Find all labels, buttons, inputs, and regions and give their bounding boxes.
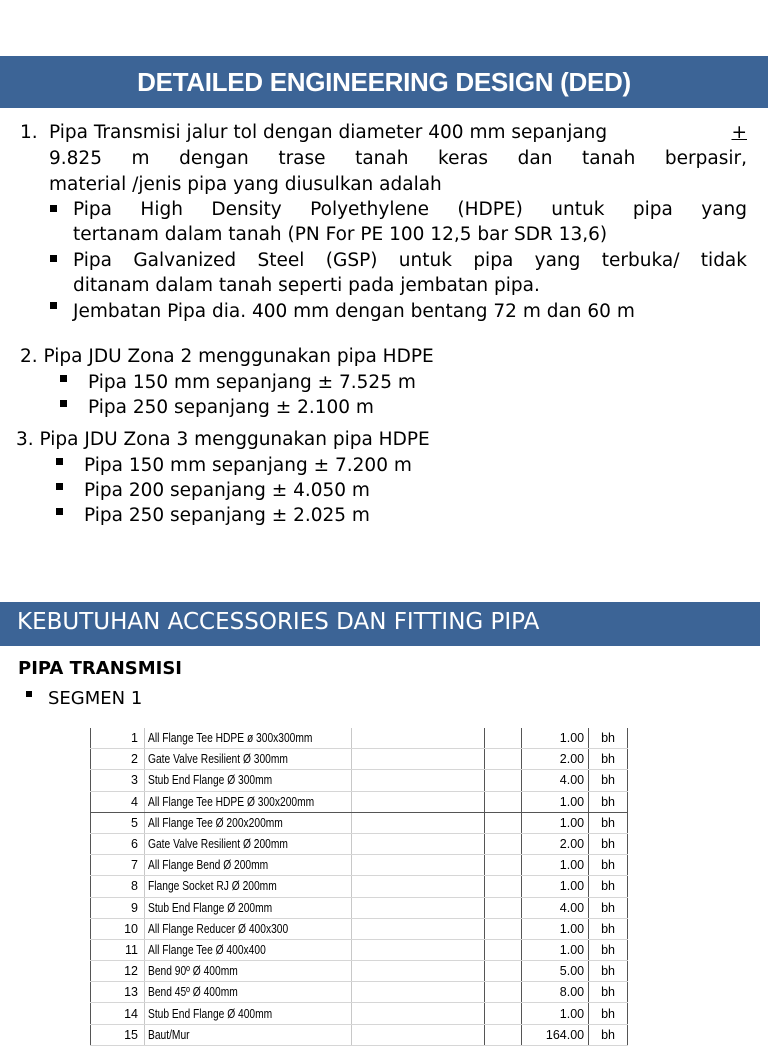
row-item-name (144, 897, 351, 918)
row-empty-cell (484, 833, 522, 854)
row-empty-cell (484, 1003, 522, 1024)
row-item-name-text: All Flange Reducer Ø 400x300 (147, 921, 289, 936)
table-row (91, 1024, 628, 1045)
row-empty-cell (351, 982, 484, 1003)
row-number-text: 8 (131, 879, 138, 894)
row-unit (589, 833, 628, 854)
row-empty-cell (351, 897, 484, 918)
row-item-name (144, 791, 351, 812)
row-number-text: 15 (124, 1027, 138, 1042)
row-empty-cell (351, 812, 484, 833)
row-number-text: 4 (131, 794, 138, 809)
table-row (91, 770, 628, 791)
row-quantity-text: 1.00 (559, 815, 585, 830)
section1-line1 (49, 120, 747, 145)
fittings-table-body (91, 728, 628, 1045)
row-item-name (144, 939, 351, 960)
row-item-name (144, 876, 351, 897)
row-number-text: 10 (124, 921, 138, 936)
row-item-name-text: All Flange Tee HDPE ø 300x300mm (147, 731, 313, 746)
row-quantity (522, 876, 589, 897)
row-quantity (522, 749, 589, 770)
row-empty-cell (351, 918, 484, 939)
row-empty-cell (351, 876, 484, 897)
row-number (91, 939, 145, 960)
row-quantity (522, 897, 589, 918)
row-quantity-text: 1.00 (559, 879, 585, 894)
row-unit (589, 1024, 628, 1045)
table-row (91, 1003, 628, 1024)
row-item-name-text: All Flange Tee Ø 400x400 (147, 942, 266, 957)
row-item-name-text: All Flange Tee Ø 200x200mm (147, 815, 283, 830)
table-row (91, 791, 628, 812)
title-banner (0, 56, 768, 108)
plus-minus-symbol: + (731, 122, 747, 143)
row-empty-cell (351, 1024, 484, 1045)
row-item-name-text: Bend 90º Ø 400mm (147, 964, 238, 979)
section1-bullet1-line2: tertanam dalam tanah (PN For PE 100 12,5 bar SDR 13,6) (73, 224, 608, 245)
row-empty-cell (484, 1024, 522, 1045)
segment-label: SEGMEN 1 (48, 688, 143, 709)
row-unit-text: bh (601, 773, 616, 788)
row-item-name (144, 855, 351, 876)
row-unit-text: bh (601, 1027, 616, 1042)
row-unit (589, 812, 628, 833)
row-unit-text: bh (601, 1006, 616, 1021)
section2-title: 2. Pipa JDU Zona 2 menggunakan pipa HDPE (20, 346, 434, 367)
row-quantity-text: 1.00 (559, 1006, 585, 1021)
row-empty-cell (351, 791, 484, 812)
row-quantity-text: 1.00 (559, 921, 585, 936)
row-quantity-text: 164.00 (545, 1027, 585, 1042)
section1-line3: material /jenis pipa yang diusulkan adalah (49, 174, 442, 195)
table-row (91, 939, 628, 960)
row-quantity (522, 1003, 589, 1024)
row-item-name-text: All Flange Bend Ø 200mm (147, 858, 269, 873)
row-item-name (144, 982, 351, 1003)
table-row (91, 749, 628, 770)
row-number (91, 728, 145, 749)
row-number (91, 749, 145, 770)
bullet-square-icon (50, 302, 57, 309)
row-item-name (144, 1024, 351, 1045)
row-unit-text: bh (601, 794, 616, 809)
row-unit (589, 1003, 628, 1024)
row-item-name-text: Gate Valve Resilient Ø 300mm (147, 752, 288, 767)
table-row (91, 982, 628, 1003)
row-number (91, 833, 145, 854)
row-number (91, 1003, 145, 1024)
page-title: DETAILED ENGINEERING DESIGN (DED) (137, 67, 631, 97)
row-number (91, 770, 145, 791)
section1-number: 1. (20, 122, 38, 143)
row-unit (589, 728, 628, 749)
row-quantity (522, 791, 589, 812)
row-empty-cell (484, 918, 522, 939)
row-unit-text: bh (601, 879, 616, 894)
row-quantity (522, 770, 589, 791)
row-empty-cell (351, 939, 484, 960)
row-unit (589, 897, 628, 918)
row-quantity (522, 1024, 589, 1045)
bullet-square-icon (60, 375, 67, 382)
section3-bullet1: Pipa 150 mm sepanjang ± 7.200 m (84, 455, 412, 476)
row-unit (589, 982, 628, 1003)
row-unit (589, 939, 628, 960)
row-unit (589, 749, 628, 770)
section1-bullet3-line1: Jembatan Pipa dia. 400 mm dengan bentang 72 m dan 60 m (73, 301, 635, 322)
row-unit (589, 876, 628, 897)
section2-bullet1: Pipa 150 mm sepanjang ± 7.525 m (88, 372, 416, 393)
row-item-name-text: Flange Socket RJ Ø 200mm (147, 879, 277, 894)
row-item-name (144, 770, 351, 791)
row-quantity (522, 982, 589, 1003)
section3-bullet2: Pipa 200 sepanjang ± 4.050 m (84, 480, 370, 501)
bullet-square-icon (50, 205, 57, 212)
row-empty-cell (484, 876, 522, 897)
row-number-text: 9 (131, 900, 138, 915)
row-quantity-text: 4.00 (559, 900, 585, 915)
row-quantity-text: 4.00 (559, 773, 585, 788)
row-empty-cell (484, 728, 522, 749)
row-quantity (522, 833, 589, 854)
table-row (91, 897, 628, 918)
fittings-table (90, 728, 628, 1046)
row-unit-text: bh (601, 921, 616, 936)
row-unit-text: bh (601, 731, 616, 746)
section1-bullet2-line1: Pipa Galvanized Steel (GSP) untuk pipa yang terbuka/ tidak (73, 250, 747, 271)
row-number-text: 3 (131, 773, 138, 788)
row-empty-cell (484, 897, 522, 918)
row-unit-text: bh (601, 858, 616, 873)
row-item-name-text: Baut/Mur (147, 1027, 190, 1042)
row-unit-text: bh (601, 964, 616, 979)
table-row (91, 812, 628, 833)
row-number (91, 982, 145, 1003)
row-unit (589, 918, 628, 939)
row-item-name-text: Bend 45º Ø 400mm (147, 985, 238, 1000)
row-empty-cell (351, 749, 484, 770)
row-empty-cell (484, 812, 522, 833)
bullet-square-icon (60, 400, 67, 407)
row-unit-text: bh (601, 900, 616, 915)
row-unit-text: bh (601, 985, 616, 1000)
row-empty-cell (484, 749, 522, 770)
table-row (91, 728, 628, 749)
row-item-name (144, 1003, 351, 1024)
row-unit-text: bh (601, 942, 616, 957)
section3-title: 3. Pipa JDU Zona 3 menggunakan pipa HDPE (16, 429, 430, 450)
section-banner (0, 602, 760, 646)
row-number-text: 5 (131, 815, 138, 830)
row-quantity-text: 5.00 (559, 964, 585, 979)
row-item-name-text: Stub End Flange Ø 200mm (147, 900, 273, 915)
row-unit-text: bh (601, 752, 616, 767)
row-empty-cell (484, 855, 522, 876)
row-unit (589, 855, 628, 876)
table-row (91, 833, 628, 854)
bullet-square-icon (26, 691, 32, 697)
row-quantity-text: 8.00 (559, 985, 585, 1000)
row-item-name (144, 812, 351, 833)
row-number-text: 1 (131, 731, 138, 746)
row-unit (589, 791, 628, 812)
row-item-name (144, 961, 351, 982)
row-empty-cell (351, 961, 484, 982)
row-number-text: 12 (124, 964, 138, 979)
section2-bullet2: Pipa 250 sepanjang ± 2.100 m (88, 397, 374, 418)
row-item-name-text: Stub End Flange Ø 400mm (147, 1006, 273, 1021)
row-item-name (144, 749, 351, 770)
row-quantity (522, 961, 589, 982)
bullet-square-icon (56, 508, 63, 515)
row-number (91, 876, 145, 897)
row-quantity-text: 1.00 (559, 942, 585, 957)
row-unit-text: bh (601, 837, 616, 852)
section-banner-title: KEBUTUHAN ACCESSORIES DAN FITTING PIPA (17, 609, 540, 635)
row-quantity (522, 918, 589, 939)
section1-line2: 9.825 m dengan trase tanah keras dan tanah berpasir, (49, 148, 747, 169)
table-row (91, 918, 628, 939)
row-empty-cell (484, 770, 522, 791)
row-quantity-text: 2.00 (559, 837, 585, 852)
row-number (91, 897, 145, 918)
section3-bullet3: Pipa 250 sepanjang ± 2.025 m (84, 505, 370, 526)
row-number-text: 7 (131, 858, 138, 873)
row-number (91, 961, 145, 982)
row-quantity (522, 939, 589, 960)
table-row (91, 876, 628, 897)
row-empty-cell (351, 770, 484, 791)
row-empty-cell (484, 939, 522, 960)
row-number (91, 791, 145, 812)
row-item-name-text: All Flange Tee HDPE Ø 300x200mm (147, 794, 315, 809)
table-row (91, 961, 628, 982)
row-unit-text: bh (601, 815, 616, 830)
bullet-square-icon (50, 255, 57, 262)
row-empty-cell (351, 728, 484, 749)
section1-bullet2-line2: ditanam dalam tanah seperti pada jembatan pipa. (73, 275, 540, 296)
section1-line1-text: Pipa Transmisi jalur tol dengan diameter 400 mm sepanjang (49, 122, 608, 143)
row-quantity-text: 1.00 (559, 858, 585, 873)
row-quantity (522, 728, 589, 749)
row-number-text: 14 (124, 1006, 138, 1021)
row-item-name-text: Stub End Flange Ø 300mm (147, 773, 273, 788)
row-number (91, 1024, 145, 1045)
row-quantity-text: 1.00 (559, 731, 585, 746)
row-unit (589, 770, 628, 791)
row-empty-cell (351, 1003, 484, 1024)
fittings-table-wrapper (90, 728, 628, 1042)
row-item-name (144, 918, 351, 939)
row-number (91, 855, 145, 876)
table-row (91, 855, 628, 876)
bullet-square-icon (56, 483, 63, 490)
row-quantity-text: 1.00 (559, 794, 585, 809)
row-quantity (522, 812, 589, 833)
section1-bullet1-line1: Pipa High Density Polyethylene (HDPE) untuk pipa yang (73, 199, 747, 220)
row-number-text: 2 (131, 752, 138, 767)
row-quantity (522, 855, 589, 876)
row-empty-cell (484, 982, 522, 1003)
subheading-pipa-transmisi: PIPA TRANSMISI (18, 658, 182, 679)
row-number-text: 13 (124, 985, 138, 1000)
row-number (91, 918, 145, 939)
row-number-text: 11 (125, 942, 138, 957)
row-empty-cell (351, 855, 484, 876)
row-empty-cell (351, 833, 484, 854)
row-item-name (144, 728, 351, 749)
row-empty-cell (484, 961, 522, 982)
row-quantity-text: 2.00 (559, 752, 585, 767)
row-empty-cell (484, 791, 522, 812)
row-item-name-text: Gate Valve Resilient Ø 200mm (147, 837, 288, 852)
row-unit (589, 961, 628, 982)
bullet-square-icon (56, 458, 63, 465)
row-item-name (144, 833, 351, 854)
row-number (91, 812, 145, 833)
row-number-text: 6 (131, 837, 138, 852)
